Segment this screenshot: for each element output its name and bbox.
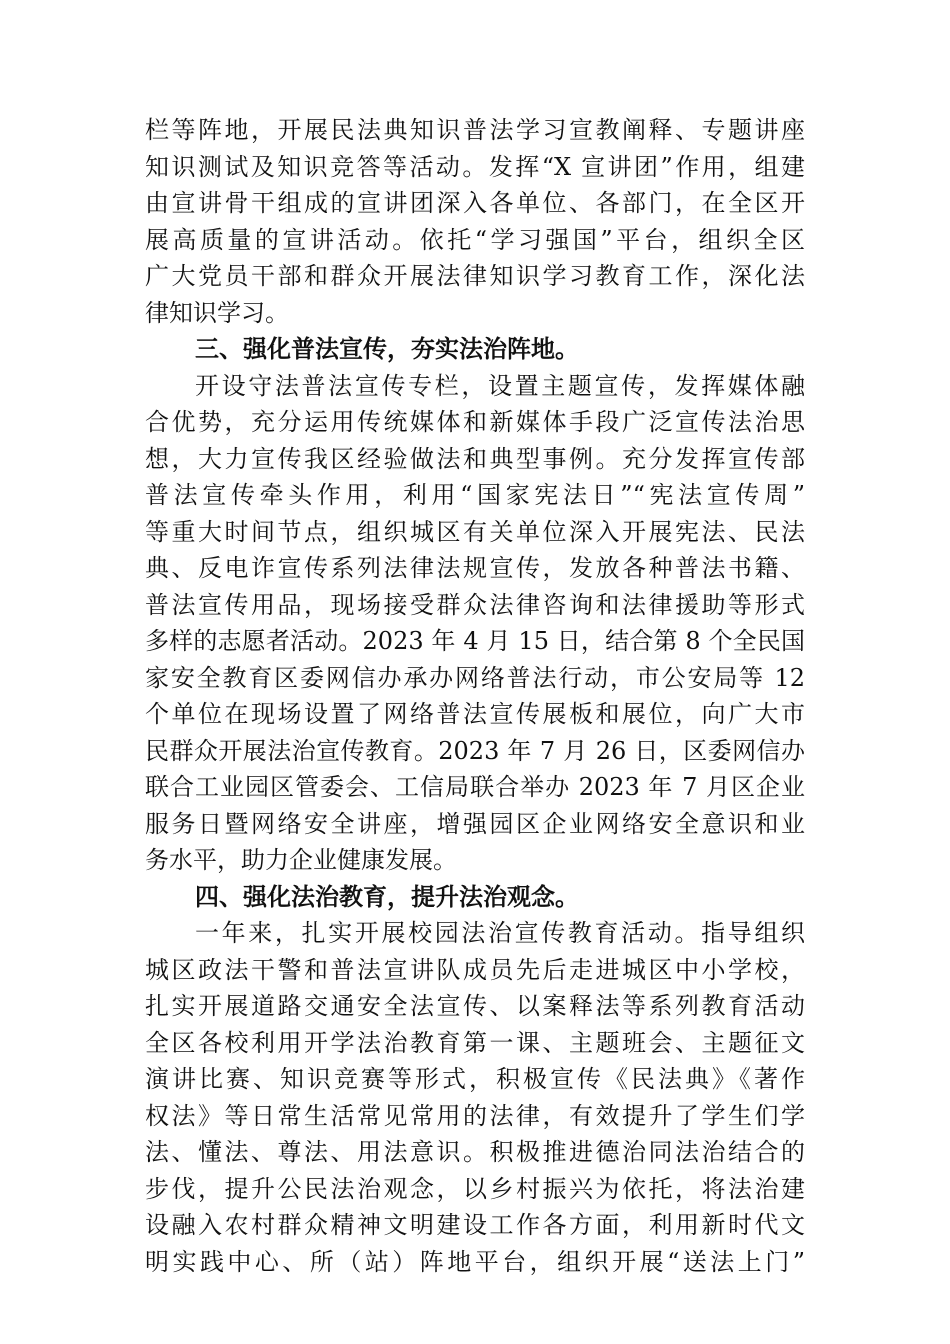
text-line: 律知识学习。 [145,298,289,327]
document-page [145,112,805,1280]
text-line: 知识测试及知识竞答等活动。发挥“X 宣讲团”作用，组建 [145,152,805,181]
text-line: 展高质量的宣讲活动。依托“学习强国”平台，组织全区 [145,225,805,254]
section-heading-4: 四、强化法治教育，提升法治观念。 [195,882,579,911]
text-line: 服务日暨网络安全讲座，增强园区企业网络安全意识和业 [145,809,805,838]
text-line: 栏等阵地，开展民法典知识普法学习宣教阐释、专题讲座 [145,116,805,144]
text-line: 设融入农村群众精神文明建设工作各方面，利用新时代文 [145,1211,805,1239]
paragraph-3 [145,915,805,1280]
text-line: 法、懂法、尊法、用法意识。积极推进德治同法治结合的 [145,1138,805,1166]
text-line: 想，大力宣传我区经验做法和典型事例。充分发挥宣传部 [145,444,805,473]
text-line: 由宣讲骨干组成的宣讲团深入各单位、各部门，在全区开 [145,189,805,217]
text-line: 扎实开展道路交通安全法宣传、以案释法等系列教育活动 [145,992,805,1020]
paragraph-1 [145,112,805,331]
text-line: 一年来，扎实开展校园法治宣传教育活动。指导组织 [195,919,805,947]
text-line: 合优势，充分运用传统媒体和新媒体手段广泛宣传法治思 [145,408,805,436]
text-line: 联合工业园区管委会、工信局联合举办 2023 年 7 月区企业 [145,773,805,801]
text-line: 多样的志愿者活动。2023 年 4 月 15 日，结合第 8 个全民国 [145,627,805,655]
text-line: 普法宣传牵头作用，利用“国家宪法日”“宪法宣传周” [145,481,805,509]
text-line: 民群众开展法治宣传教育。2023 年 7 月 26 日，区委网信办 [145,736,805,765]
text-line: 开设守法普法宣传专栏，设置主题宣传，发挥媒体融 [195,371,805,400]
text-line: 等重大时间节点，组织城区有关单位深入开展宪法、民法 [145,517,805,546]
text-line: 务水平，助力企业健康发展。 [145,846,457,874]
text-line: 步伐，提升公民法治观念，以乡村振兴为依托，将法治建 [145,1174,805,1203]
text-line: 普法宣传用品，现场接受群众法律咨询和法律援助等形式 [145,590,805,619]
text-line: 家安全教育区委网信办承办网络普法行动，市公安局等 12 [145,663,805,692]
text-line: 演讲比赛、知识竞赛等形式，积极宣传《民法典》《著作 [145,1065,805,1093]
text-line: 典、反电诈宣传系列法律法规宣传，发放各种普法书籍、 [145,554,805,582]
section-heading-3: 三、强化普法宣传，夯实法治阵地。 [195,335,579,363]
text-line: 城区政法干警和普法宣讲队成员先后走进城区中小学校， [145,955,805,984]
text-line: 广大党员干部和群众开展法律知识学习教育工作，深化法 [145,262,805,290]
text-line: 全区各校利用开学法治教育第一课、主题班会、主题征文 [145,1028,805,1057]
text-line: 权法》等日常生活常见常用的法律，有效提升了学生们学 [145,1101,805,1130]
text-line: 个单位在现场设置了网络普法宣传展板和展位，向广大市 [145,700,805,728]
text-line: 明实践中心、所（站）阵地平台，组织开展“送法上门” [145,1247,805,1276]
paragraph-2 [145,368,805,879]
